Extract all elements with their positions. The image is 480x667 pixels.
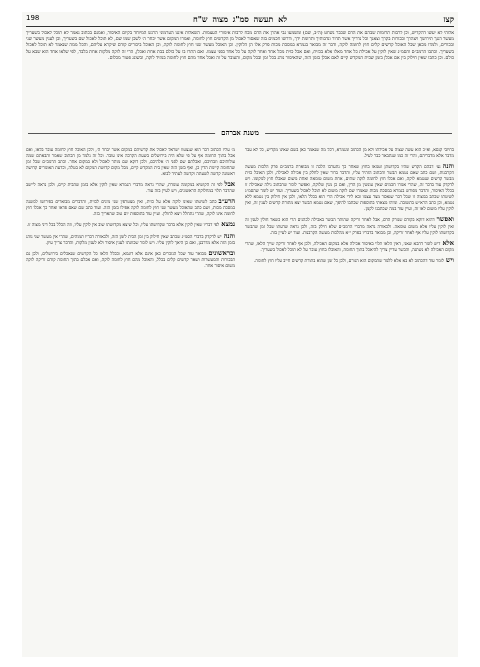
- paragraph-text: מבואר עוד שכל הנזכרים כאן אינם אלא דוגמא, ובכלל הלאו כל הקדשים שנאכלים בירושלים, ולכן גם הבכורות והמעשרות ושאר קדשים קלים בכלל, והאוכל מהם חוץ לחומה לוקה, ואם אכלם בתוך החומה קודם זריקה לוקה משום איסור אחר.: [26, 251, 235, 269]
- commentary-paragraph: [26, 198, 235, 218]
- paragraph-text: דיש לומר דהכא שאני, דאין הלאו תלוי באיסור אכילה אלא במקום האכילה, ולכן אף לאחר זריקה שייך הלאו, שהרי מקום האכילה לא נשתנה, והבשר עדיין צריך להיאכל בתוך החומה, והאוכלו בחוץ עובר על לא תוכל לאכול בשעריך.: [245, 241, 454, 253]
- paragraph-opening-word: ובראשונים: [208, 248, 235, 257]
- paragraph-opening-word: והנה: [223, 231, 235, 240]
- commentary-paragraph: [245, 257, 454, 265]
- column-left: [26, 148, 235, 651]
- page: [22, 12, 458, 657]
- paragraph-opening-word: אלא: [442, 238, 454, 247]
- running-head: [26, 12, 454, 27]
- commentary-paragraph: [245, 148, 454, 160]
- paragraph-text: לפי זה הקושיא במקומה עומדת, שהרי נראה מדברי הגמרא שאין לוקין אלא בזמן שהבית קיים, ולכן נראה ליישב שהדבר תלוי במחלוקת הראשונים, ויש לעיין בזה עוד.: [26, 183, 235, 195]
- paragraph-text: יש לדקדק בדברי הסמ״ג שכתב שאין חילוק בין זמן הבית לזמן הזה, ולכאורה דבריו תמוהים, שהרי אין מעשר שני נוהג בזמן הזה אלא מדרבנן, ואם כן היאך לוקין עליו. ויש לומר שכוונתו לענין איסור ולא לענין מלקות, והדבר צריך עיון.: [26, 234, 235, 246]
- section-divider: [28, 127, 452, 139]
- page-number: קצז: [443, 14, 454, 24]
- paragraph-text: דהוא דוקא בקודם שנזרק הדם, אבל לאחר זריקה שהותר הבשר באכילה לכהנים הרי הוא כשאר חולין לענין זה ואין לוקין עליו אלא משום טומאה. ולכאורה נראה מדברי הרמב״ם שלא חילק בזה, ולכן נראה שדעתו שכל זמן שהבשר בקדושתו לוקין עליו אף לאחר זריקה, וכן מבואר בדבריו בפרק י״א מהלכות מעשה הקרבנות. ועוד יש לעיין בזה.: [245, 218, 454, 236]
- folio-number: 198: [26, 14, 40, 22]
- commentary-paragraph: [245, 216, 454, 236]
- commentary-paragraph: [26, 181, 235, 195]
- paragraph-opening-word: אבל: [224, 180, 235, 189]
- section-title: משנת אברהם: [215, 128, 265, 137]
- paragraph-opening-word: ויש: [445, 255, 454, 264]
- column-right: [245, 148, 454, 651]
- paragraph-opening-word: נמצא: [221, 220, 235, 229]
- commentary-paragraph: [245, 240, 454, 254]
- paragraph-text: בחיובי קנסא, וא״כ הוא עשה שצוה על אכילתו ולא מן הכתוב ומגמרא, דכל מה שנאמר כאן בשם שאינו מקדיש, כל לא עבר מדבר אלא מדבריהם, והרי זה כמו שנתבאר כבר לעיל.: [245, 148, 454, 160]
- commentary-paragraph: [245, 163, 454, 213]
- commentary-paragraph: [26, 148, 235, 178]
- commentary-paragraph: [26, 233, 235, 247]
- commentary-paragraph: [26, 221, 235, 229]
- paragraph-text: כתב לשיטתו שאינו לוקה אלא על כזית, ואין מצטרפין שני מינים לכזית, והדברים מבוארים בפירושו למשנה במסכת מכות, ושם כתב שהאוכל מעשר שני חוץ לחומה לוקה אפילו בזמן הזה. ועוד כתב שם שאם פדאו ואחר כך אכלו חוץ לחומה אינו לוקה, שהרי נתחלל ויצא לחולין. ועיין עוד בתוספות יום טוב שהאריך בזה.: [26, 200, 235, 218]
- paragraph-text: לפי דבריו שאין לוקין אלא בדבר שקדושתו עליו, וכל שיצא מקדושתו שוב אין לוקין עליו, וזה הכלל בכל דיני מצוה זו.: [26, 223, 220, 229]
- paragraph-text: לומר עוד דהכתוב לא בא אלא ללמד שהמקום הוא הגורם, ולכן כל זמן שהוא בתורת קדשים חייב עליו חוץ לחומה.: [253, 258, 444, 264]
- main-text: אלוהי לא יעשו דהקדיש, וכן לרבות תרומות שבהם את הדם שכבר נשחט (ה״ב, שם) ומשמעו גבי אהרן את הדם מכח לרבות אימורי העצמות. השאלות איננו הערמוני הרגש המיוחד בקיום האיסור, ואמנם בכתוב נאמר לא תוכל לאכול בשעריך מעשר דגנך תירושך ויצהרך ובכורות בקרך וצאנך וכל נדריך אשר תדור ונדבותיך ותרומת ידך, ודרשו חכמים בזה שאסור לאכול מן הקדשים חוץ לחומה, ואמרו המקום אשר יבחר ה׳ לשכן שמו שם, לא תוכל לאכול שם בשעריך, וכן לענין מעשר שני ובכורים, ולמדו מכאן שכל האוכל קדשים קלים חוץ לחומה לוקה, ודבר זה מבואר בגמרא במסכת מכות פרק אלו הן הלוקין. וכן האוכל מעשר שני חוץ לחומה לוקה, וכן האוכל ביכורים קודם שיקרא עליהם, והכל ממה שנאמר לא תוכל לאכול בשעריך. וכתבו הרמב״ם והסמ״ג שאין לוקין על אכילת כל אחד מאלו אלא בכזית, ואם אכל כזית מכל אחד ואחד לוקה על כל אחד בפני עצמו. ואם התרו בו על כולם בבת אחת ואכלן, הרי זה לוקה מלקות אחת בלבד, לפי שלאו אחד הוא שבא על כולם. וכן כתבו שאין חילוק בין אם אכלן בזמן שבית המקדש קיים לאם אכלן בזמן הזה, שהאיסור נוהג בכל זמן ובכל מקום, והעובר על זה ואכל אחד מהם חוץ לחומה במזיד לוקה, ובשוגג פטור מכלום.: [26, 31, 454, 61]
- paragraph-text: מ׳ עליו הכתוב דבר הוא שנצטוו ישראל לאכול את קדשיהם במקום אשר יבחר ה׳, ולכן האוכל חוץ לחומה עובר בלאו, ואם אכל בתוך החומה אף על פי שלא היה בירושלים בשעת הקרבה אינו עובר. וכל זה נלמד מן הכתוב שאמר והבאתם שמה עולותיכם וזבחיכם, ואכלתם שם לפני ה׳ אלהיכם, ולכן דוקא שם מותר לאכול ולא במקום אחר. וכתב הרמב״ם שכל זמן שהחומה קיימת הדין כן, ואף בזמן הזה שאין בית המקדש קיים, מכל מקום קדושת המקום לא בטלה, וכדעת האומרים קדושה ראשונה קדשה לשעתה וקדשה לעתיד לבוא.: [26, 148, 235, 178]
- commentary-paragraph: [26, 250, 235, 270]
- paragraph-opening-word: ואפשר: [436, 215, 454, 224]
- paragraph-opening-word: והנה: [442, 162, 454, 171]
- paragraph-text: נצ׳ דבהם הקדש שהיו בקדושתן וטמאו בחוץ שאחר כך נתערבו הלכה זו מבוארת ברמב״ם פרק הלכות מעשה הקרבנות, ושם כתב שאם נטמא הבשר והכתוב הזהיר עליו, והדבר ברור שאין לחלק בין אכילה לאכילה, ולכן האוכל כזית מבשר קדשים שנטמא לוקה, ואם אכלו חוץ לחומה לוקה שתים, אחת משום טומאה ואחת משום שאכלו חוץ למקומו. ויש לדקדק עוד בדבר זה, שהרי אמרו חכמים שאין עונשין מן הדין, ואם כן מנין שלוקה, ואפשר לומר שהכתוב גילה שאכילה זו בכלל האיסור, והדבר מפורש בגמרא במסכת מכות שאמרו שם לוקה משום לא תוכל לאכול בשעריך. ועוד יש לומר שהסמ״ג לשיטתו שכתב במצוה זו שכל דבר שנאסר מצד עצמו ובא לידי אכילה הרי הוא בכלל הלאו, ולכן אין חילוק בין נטמא ללא נטמא, וכן כתב הרא״ש בתשובה. ומיהו מצאתי בתוספות שכתבו להיפך, שאם נטמא הבשר יצא מתורת קדשים לענין זה, ואין לוקין עליו משום לאו זה, ועיין עוד במה שכתבנו לקמן.: [245, 165, 454, 213]
- page-title: לא תעשה סמ"ג מצוה ש"ח: [193, 14, 287, 24]
- commentary-columns: [26, 148, 454, 651]
- paragraph-opening-word: הרע״ב: [218, 197, 235, 206]
